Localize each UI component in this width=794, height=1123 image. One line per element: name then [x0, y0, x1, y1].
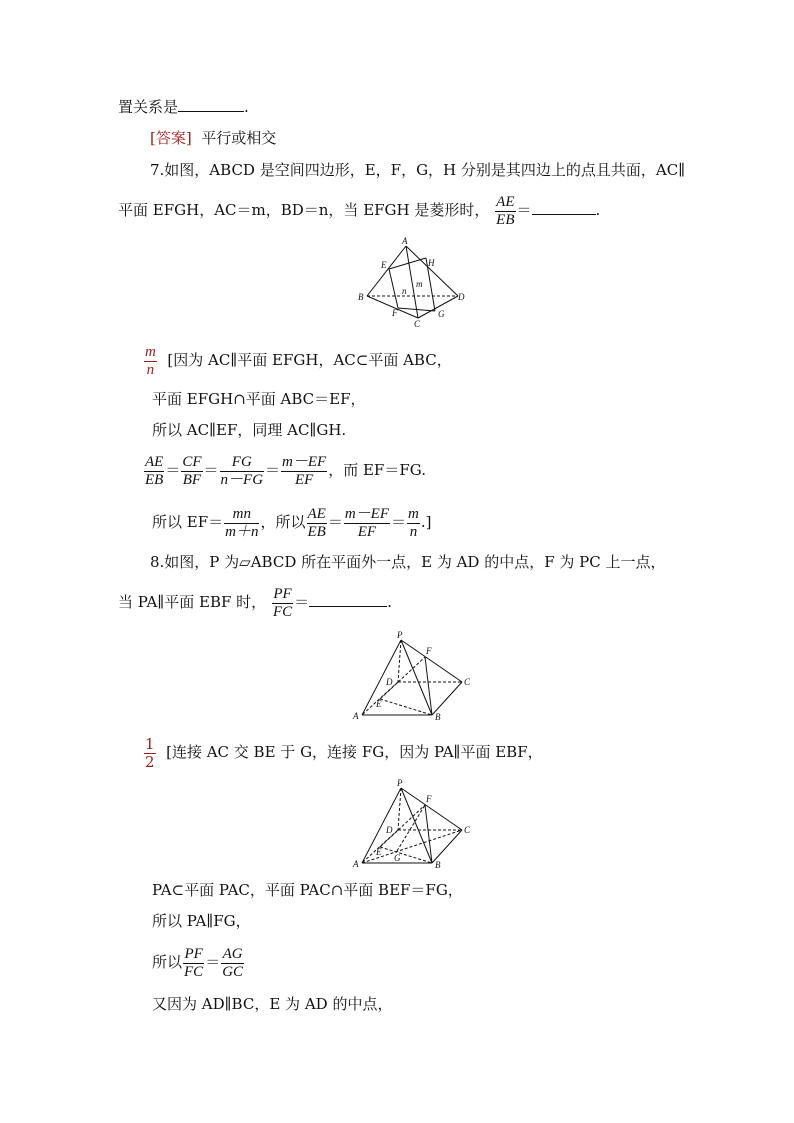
- q8-statement-line1: 8.如图，P 为▱ABCD 所在平面外一点，E 为 AD 的中点，F 为 PC 上一点，: [150, 553, 666, 571]
- q7-line2-text: 平面 EFGH，AC＝m，BD＝n，当 EFGH 是菱形时，: [118, 201, 490, 219]
- q7-solution-line5: 所以 EF＝ $\frac{mn}{m+n}$ ，所以 $\frac{AE}{EB}$ ＝ $\frac{m-EF}{EF}$ ＝ $\frac{m}{n}$ .]: [152, 505, 432, 540]
- vertex-label-a: A: [402, 236, 408, 246]
- q7-solution-line4: $\frac{AE}{EB}$ ＝ $\frac{CF}{BF}$ ＝ $\frac{FG}{n-FG}$ ＝ $\frac{m-EF}{EF}$ ，而 EF＝FG.: [145, 453, 426, 488]
- point-label-e: E: [376, 699, 382, 709]
- q7-solution-text: [因为 AC∥平面 EFGH，AC⊂平面 ABC，: [167, 351, 452, 369]
- vertex-label-f: F: [392, 308, 398, 318]
- fraction: $\frac{AE}{EB}$: [307, 505, 326, 540]
- q6-answer-line: [150, 128, 276, 148]
- fraction: $\frac{AE}{EB}$: [145, 453, 164, 488]
- period: .: [387, 593, 392, 611]
- vertex-label-g: G: [438, 309, 445, 319]
- vertex-label-b: B: [435, 860, 441, 870]
- q7-line5-mid: ，所以: [260, 513, 306, 531]
- q7-ratio-fraction: $\frac{AE}{EB}$: [496, 193, 515, 228]
- fraction: $\frac{mn}{m+n}$: [225, 505, 259, 540]
- q7-answer-fraction: $\frac{m}{n}$: [145, 343, 156, 378]
- fraction: $\frac{m-EF}{EF}$: [282, 453, 327, 488]
- vertex-label-d: D: [386, 677, 393, 687]
- q7-solution-line3: 所以 AC∥EF，同理 AC∥GH.: [152, 421, 347, 439]
- q7-statement-line1: 7.如图，ABCD 是空间四边形，E，F，G，H 分别是其四边上的点且共面，AC∥: [150, 161, 686, 179]
- answer-blank: [309, 592, 387, 607]
- q8-answer-fraction: $\frac{1}{2}$: [145, 734, 155, 771]
- fraction: $\frac{CF}{BF}$: [182, 453, 202, 488]
- vertex-label-p: P: [397, 630, 403, 640]
- q8-solution-line5: 又因为 AD∥BC，E 为 AD 的中点，: [152, 995, 393, 1013]
- q8-ratio-fraction: $\frac{PF}{FC}$: [272, 585, 293, 620]
- q7-tetrahedron-figure: [355, 236, 470, 328]
- fraction: $\frac{m}{n}$: [408, 505, 419, 540]
- equals-sign: ＝: [294, 593, 310, 611]
- q8-solution-line1: [143, 732, 543, 772]
- q7-line4-tail: ，而 EF＝FG.: [328, 461, 426, 479]
- vertex-label-p: P: [397, 778, 403, 788]
- q7-line5-text: 所以 EF＝: [152, 513, 224, 531]
- point-label-f: F: [426, 646, 432, 656]
- q7-statement-line2: [118, 190, 600, 230]
- point-label-g: G: [394, 853, 401, 863]
- q6-tail-line: [118, 97, 249, 117]
- fraction: $\frac{m-EF}{EF}$: [344, 505, 390, 540]
- q6-tail-text: 置关系是: [118, 98, 179, 116]
- vertex-label-c: C: [464, 677, 471, 687]
- edge-label-n: n: [402, 286, 407, 296]
- answer-blank: [178, 97, 244, 112]
- q8-solution-line2: PA⊂平面 PAC，平面 PAC∩平面 BEF＝FG，: [152, 881, 463, 899]
- period: .: [595, 201, 601, 219]
- vertex-label-d: D: [386, 825, 393, 835]
- vertex-label-h: H: [428, 258, 435, 268]
- q8-line2-text: 当 PA∥平面 EBF 时，: [118, 593, 267, 611]
- equals-sign: ＝: [516, 201, 532, 219]
- answer-tag: [答案]: [150, 129, 192, 147]
- fraction: $\frac{FG}{n-FG}$: [220, 453, 264, 488]
- vertex-label-c: C: [464, 825, 471, 835]
- fraction: $\frac{AG}{GC}$: [222, 945, 244, 980]
- point-label-e: E: [376, 847, 382, 857]
- q8-pyramid-figure: [350, 630, 475, 725]
- q6-answer: 平行或相交: [201, 129, 277, 147]
- q7-solution-line1: [143, 340, 452, 380]
- fraction: $\frac{PF}{FC}$: [184, 945, 204, 980]
- q8-solution-line4: 所以 $\frac{PF}{FC}$ ＝ $\frac{AG}{GC}$: [152, 945, 244, 980]
- vertex-label-c: C: [414, 319, 421, 329]
- edge-label-m: m: [416, 279, 423, 289]
- vertex-label-b: B: [435, 712, 441, 722]
- q7-solution-line2: 平面 EFGH∩平面 ABC＝EF，: [152, 390, 366, 408]
- q7-line5-tail: .]: [420, 513, 432, 531]
- vertex-label-b: B: [358, 292, 364, 302]
- q8-statement-line2: [118, 582, 392, 622]
- q8-solution-text: [连接 AC 交 BE 于 G，连接 FG，因为 PA∥平面 EBF，: [166, 743, 543, 761]
- vertex-label-a: A: [353, 711, 359, 721]
- vertex-label-d: D: [458, 292, 465, 302]
- vertex-label-a: A: [353, 859, 359, 869]
- q8-line4-text: 所以: [152, 953, 183, 971]
- q8-solution-line3: 所以 PA∥FG，: [152, 912, 251, 930]
- q8-pyramid-figure-with-g: [350, 778, 475, 873]
- point-label-f: F: [426, 794, 432, 804]
- period: .: [244, 98, 249, 116]
- answer-blank: [532, 200, 596, 215]
- vertex-label-e: E: [381, 260, 387, 270]
